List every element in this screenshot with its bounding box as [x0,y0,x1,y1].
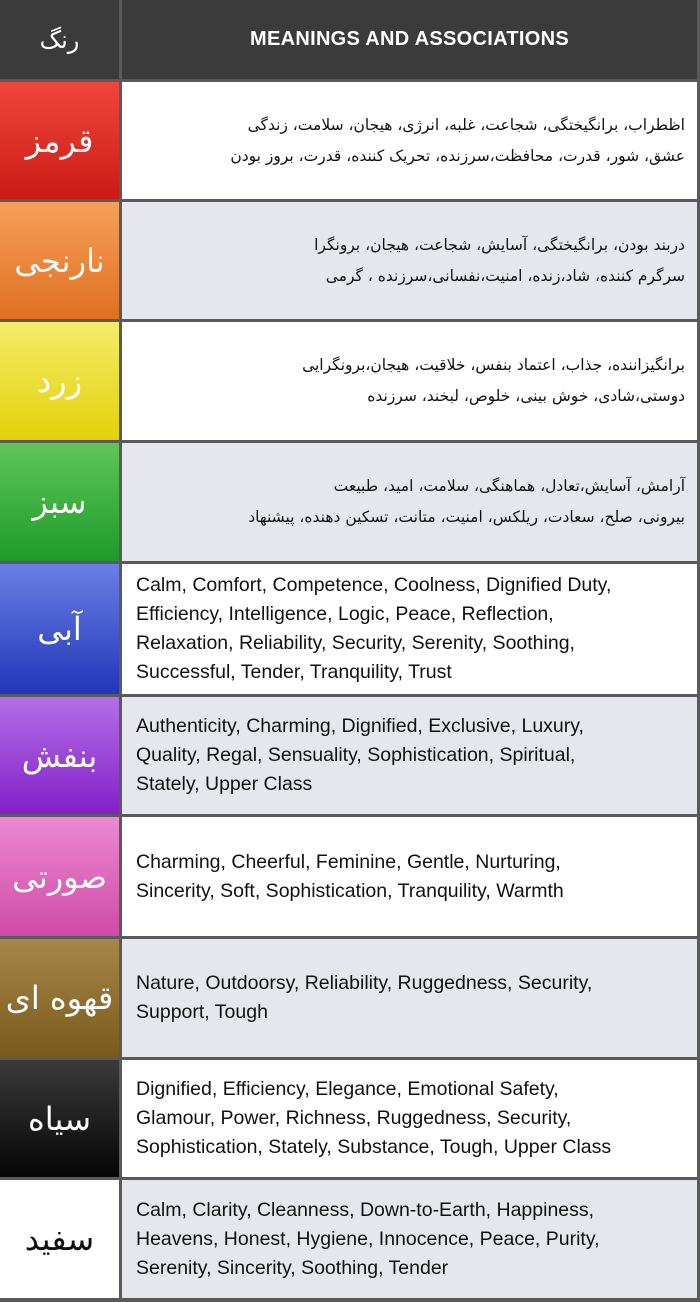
color-name: نارنجی [14,241,105,280]
meaning-line: سرگرم کننده، شاد،زنده، امنیت،نفسانی،سرزنده ، گرمی [325,266,685,285]
color-swatch-cell [0,564,119,694]
meaning-line: Efficiency, Intelligence, Logic, Peace, Reflection, [136,603,554,625]
table-row [0,1180,700,1298]
table-row [0,443,700,561]
table-row [0,939,700,1057]
meaning-line: Serenity, Sincerity, Soothing, Tender [136,1256,449,1279]
color-swatch-cell [0,202,119,319]
meaning-line: Glamour, Power, Richness, Ruggedness, Security, [136,1107,572,1129]
color-name: آبی [37,610,82,648]
color-swatch-cell [0,939,119,1057]
color-name: سبز [32,483,87,521]
table-row [0,817,700,936]
meaning-text [122,230,697,292]
color-name: سیاه [28,1099,91,1138]
meaning-cell [122,443,697,561]
meaning-line: Support, Tough [136,1001,268,1023]
header-meaning-label: MEANINGS AND ASSOCIATIONS [250,28,569,50]
meaning-cell [122,939,697,1057]
meaning-line: برانگیزاننده، جذاب، اعتماد بنفس، خلاقیت، هیجان،برونگرایی [302,356,685,374]
color-name: بنفش [21,736,98,775]
header-color-cell [0,0,119,79]
meaning-line: Quality, Regal, Sensuality, Sophistication, Spiritual, [136,744,576,766]
meaning-cell [122,817,697,936]
color-swatch-cell [0,443,119,561]
header-meaning-cell [122,0,697,79]
color-name: قهوه ای [5,979,114,1017]
meaning-line: Successful, Tender, Tranquility, Trust [136,661,452,683]
meaning-line: Stately, Upper Class [136,773,313,795]
meaning-cell [122,697,697,814]
color-name: قرمز [25,121,94,160]
table-row [0,697,700,814]
meaning-line: Relaxation, Reliability, Security, Serenity, Soothing, [136,632,575,654]
meaning-text [122,848,574,906]
meaning-cell [122,564,697,694]
meaning-cell [122,82,697,199]
meaning-cell [122,1180,697,1298]
meaning-line: Charming, Cheerful, Feminine, Gentle, Nurturing, [136,850,561,873]
color-swatch-cell [0,1060,119,1177]
meaning-line: Sophistication, Stately, Substance, Tough, Upper Class [136,1136,612,1158]
color-swatch-cell [0,1180,119,1298]
table-header [0,0,700,79]
color-name: سفید [24,1220,95,1258]
color-name: صورتی [12,857,107,896]
meaning-line: اظطراب، برانگیختگی، شجاعت، غلبه، انرژی، هیجان، سلامت، زندگی [247,115,685,134]
meaning-text [122,969,602,1027]
header-color-label: رنگ [39,25,80,54]
meaning-cell [122,202,697,319]
meaning-line: Nature, Outdoorsy, Reliability, Ruggedness, Security, [136,972,593,994]
meaning-line: Authenticity, Charming, Dignified, Exclusive, Luxury, [136,715,584,737]
meaning-line: Calm, Clarity, Cleanness, Down-to-Earth, Happiness, [136,1198,595,1221]
meaning-line: Sincerity, Soft, Sophistication, Tranquility, Warmth [136,879,564,902]
meaning-line: بیرونی، صلح، سعادت، ریلکس، امنیت، متانت، تسکین دهنده، پیشنهاد [248,508,685,526]
meaning-text [122,350,697,412]
table-row [0,564,700,694]
meaning-line: عشق، شور، قدرت، محافظت،سرزنده، تحریک کننده، قدرت، بروز بودن [230,146,685,165]
meaning-line: دوستی،شادی، خوش بینی، خلوص، لبخند، سرزنده [367,387,685,405]
meaning-text [122,110,697,172]
meaning-line: دربند بودن، برانگیختگی، آسایش، شجاعت، هیجان، برونگرا [314,235,685,254]
table-row [0,82,700,199]
meaning-text [122,1196,610,1283]
color-swatch-cell [0,322,119,440]
meaning-line: Calm, Comfort, Competence, Coolness, Dignified Duty, [136,574,612,596]
meaning-line: Heavens, Honest, Hygiene, Innocence, Peace, Purity, [136,1227,600,1250]
color-swatch-cell [0,817,119,936]
meaning-text [122,471,697,533]
meaning-text [122,1075,621,1162]
meaning-line: آرامش، آسایش،تعادل، هماهنگی، سلامت، امید، طبیعت [333,477,685,495]
meaning-cell [122,322,697,440]
meaning-cell [122,1060,697,1177]
table-row [0,322,700,440]
color-swatch-cell [0,82,119,199]
table-row [0,1060,700,1177]
table-row [0,202,700,319]
meaning-text [122,571,621,687]
meaning-line: Dignified, Efficiency, Elegance, Emotional Safety, [136,1078,559,1100]
color-swatch-cell [0,697,119,814]
color-name: زرد [36,362,83,400]
meaning-text [122,712,594,799]
